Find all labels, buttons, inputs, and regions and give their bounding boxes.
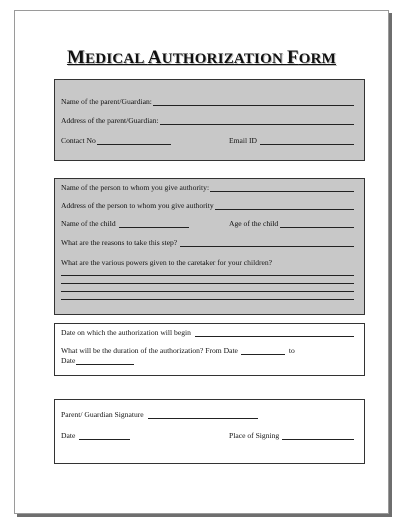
from-date-field[interactable] [241,347,285,355]
person-name-field[interactable] [210,184,354,192]
begin-date-field[interactable] [195,329,354,337]
title-letter: A [147,47,162,68]
to-date-field[interactable] [76,357,134,365]
child-row [61,218,354,228]
parent-details-section [54,79,365,161]
to-label: to [288,346,295,355]
form-title [15,47,388,69]
reasons-label: What are the reasons to take this step? [61,238,178,247]
authority-section [54,178,365,315]
reasons-field[interactable] [180,239,354,247]
duration-row [61,345,354,355]
powers-line[interactable] [61,299,354,300]
person-address-label: Address of the person to whom you give authority [61,201,214,210]
person-name-label: Name of the person to whom you give authority: [61,183,210,192]
email-label: Email ID [229,136,258,145]
parent-address-row [61,115,354,125]
signature-label: Parent/ Guardian Signature [61,410,144,419]
person-address-field[interactable] [215,202,354,210]
begin-date-row [61,327,354,337]
powers-line[interactable] [61,275,354,276]
title-letter: F [286,47,299,68]
child-name-label: Name of the child [61,219,116,228]
powers-label: What are the various powers given to the caretaker for your children? [61,258,273,267]
contact-field[interactable] [97,137,171,145]
signature-section [54,399,365,464]
person-address-row [61,200,354,210]
email-field[interactable] [260,137,354,145]
authorization-dates-section [54,323,365,376]
to-date-label: Date [61,356,76,365]
title-part: EDICAL [85,51,148,67]
powers-line[interactable] [61,283,354,284]
title-letter: M [66,47,86,68]
contact-label: Contact No [61,136,96,145]
place-field[interactable] [282,432,354,440]
form-page [14,10,389,514]
date-place-row [61,430,354,440]
place-label: Place of Signing [229,431,280,440]
to-date-row [61,355,354,365]
signature-field[interactable] [148,411,258,419]
signature-row [61,409,354,419]
parent-address-label: Address of the parent/Guardian: [61,116,159,125]
powers-row [61,257,354,267]
title-part: UTHORIZATION [161,51,287,67]
person-name-row [61,182,354,192]
child-name-field[interactable] [119,220,189,228]
child-age-label: Age of the child [229,219,279,228]
duration-label: What will be the duration of the authorization? From Date [61,346,238,355]
parent-name-row [61,96,354,106]
begin-date-label: Date on which the authorization will begin [61,328,191,337]
signature-date-field[interactable] [79,432,130,440]
powers-line[interactable] [61,291,354,292]
title-part: ORM [298,51,337,67]
parent-name-field[interactable] [153,98,354,106]
parent-name-label: Name of the parent/Guardian: [61,97,152,106]
child-age-field[interactable] [280,220,354,228]
contact-row [61,135,354,145]
signature-date-label: Date [61,431,76,440]
parent-address-field[interactable] [160,117,354,125]
reasons-row [61,237,354,247]
